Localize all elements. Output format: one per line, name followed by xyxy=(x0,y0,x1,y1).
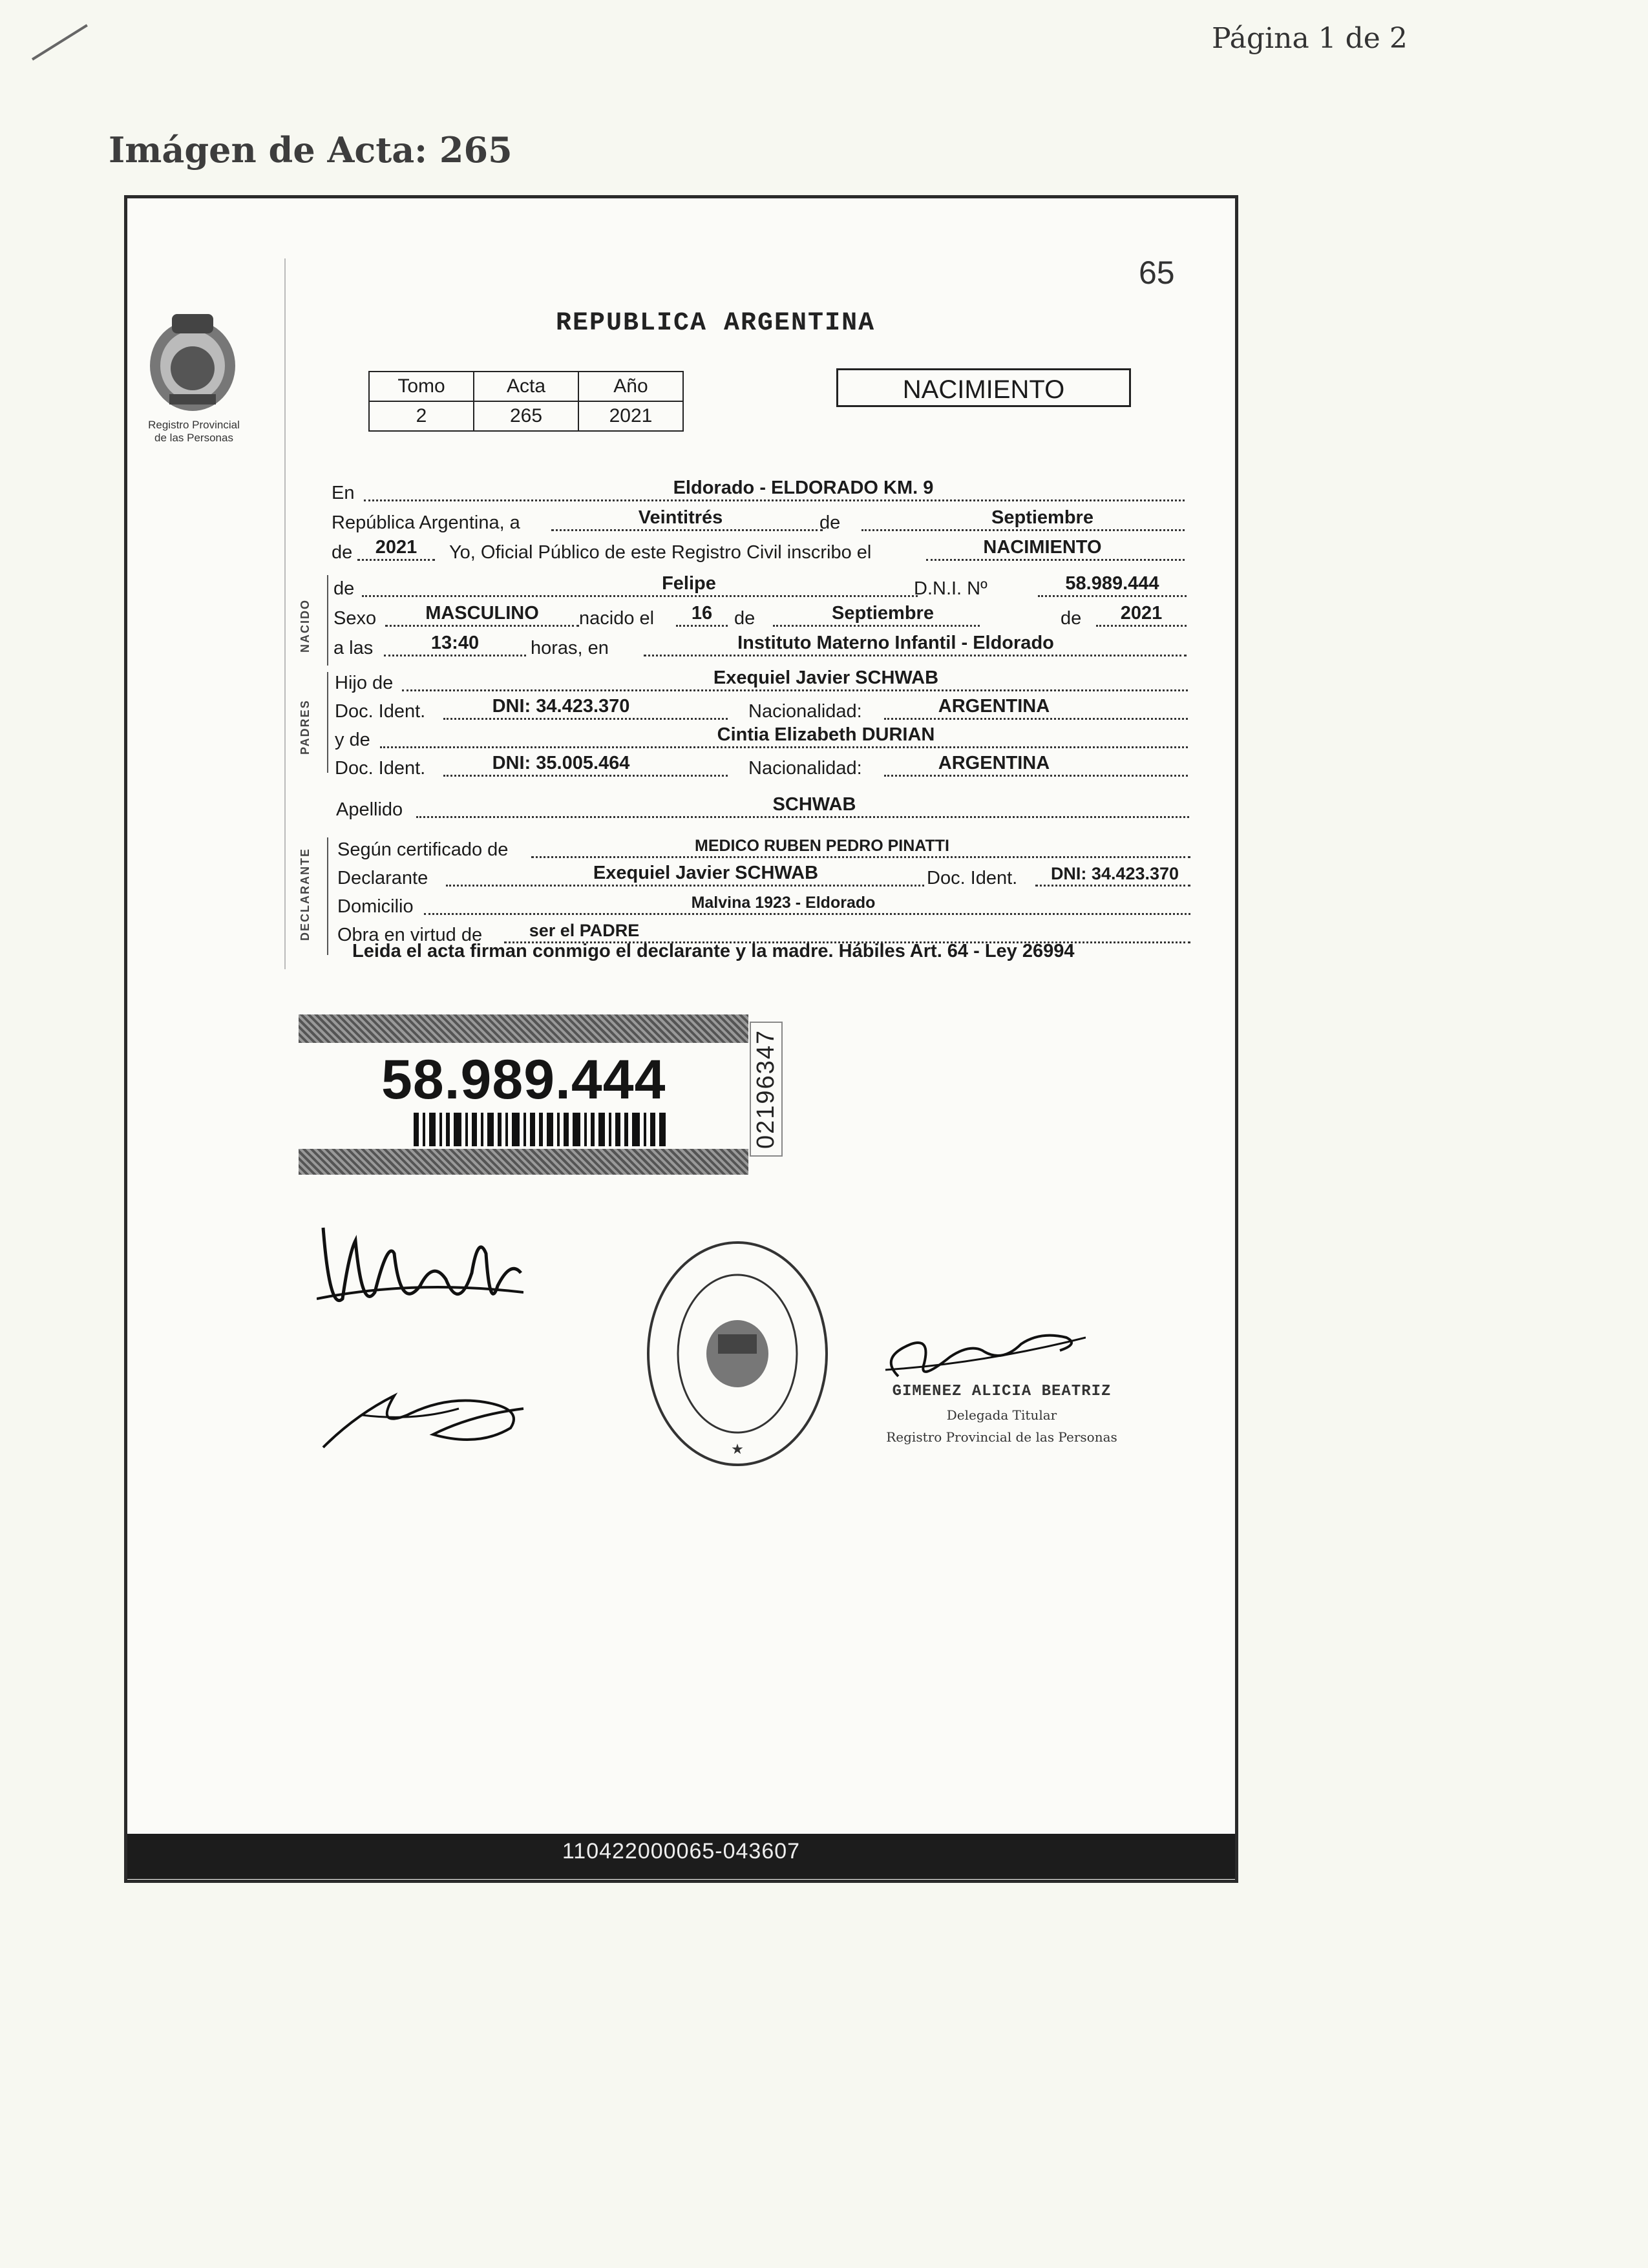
section-nacido-line xyxy=(327,575,328,666)
row-hora-lugar-nacimiento: a las 13:40 horas, en Instituto Materno Infantil - Eldorado xyxy=(333,635,1187,660)
official-name: GIMENEZ ALICIA BEATRIZ xyxy=(892,1383,1112,1400)
row-lugar: En Eldorado - ELDORADO KM. 9 xyxy=(332,479,1185,505)
value-declarante-doc: DNI: 34.423.370 xyxy=(1050,864,1179,883)
row-padre: Hijo de Exequiel Javier SCHWAB xyxy=(335,669,1188,695)
official-signature xyxy=(872,1318,1086,1389)
sticker-band-bottom xyxy=(299,1149,748,1175)
value-madre: Cintia Elizabeth DURIAN xyxy=(717,724,935,745)
section-padres-line xyxy=(327,672,328,773)
row-nombre: de Felipe D.N.I. Nº 58.989.444 xyxy=(333,575,1187,601)
value-mes-inscripcion: Septiembre xyxy=(991,507,1093,528)
value-padre: Exequiel Javier SCHWAB xyxy=(713,667,939,688)
value-certificado: MEDICO RUBEN PEDRO PINATTI xyxy=(695,837,949,855)
mother-signature xyxy=(317,1376,530,1460)
value-madre-doc: DNI: 35.005.464 xyxy=(492,753,630,773)
value-tipo-inscripcion: NACIMIENTO xyxy=(983,537,1102,558)
registry-label: Registro Provincial de las Personas xyxy=(148,419,240,444)
record-type-box: NACIMIENTO xyxy=(836,368,1131,407)
footer-code: 110422000065-043607 xyxy=(562,1839,801,1864)
table-header-tomo: Tomo xyxy=(369,372,474,401)
section-declarante-label: DECLARANTE xyxy=(299,848,312,941)
section-declarante-line xyxy=(327,837,328,955)
official-role: Delegada Titular xyxy=(946,1407,1057,1423)
certificate-number: 65 xyxy=(1139,255,1175,291)
dni-sticker-number: 58.989.444 xyxy=(381,1049,666,1111)
value-declarante: Exequiel Javier SCHWAB xyxy=(593,863,819,883)
value-padre-nacionalidad: ARGENTINA xyxy=(938,696,1050,717)
row-certificado: Según certificado de MEDICO RUBEN PEDRO PINATTI xyxy=(337,836,1190,862)
value-apellido: SCHWAB xyxy=(772,794,856,815)
document-title: Imágen de Acta: 265 xyxy=(109,129,512,171)
pen-mark xyxy=(32,24,88,60)
row-domicilio: Domicilio Malvina 1923 - Eldorado xyxy=(337,893,1190,919)
value-anio-nac: 2021 xyxy=(1120,603,1163,624)
table-value-tomo: 2 xyxy=(369,401,474,431)
svg-text:★: ★ xyxy=(731,1441,744,1457)
row-padre-documento: Doc. Ident. DNI: 34.423.370 Nacionalidad: ARGENTINA xyxy=(335,698,1188,724)
page-indicator: Página 1 de 2 xyxy=(1212,22,1408,55)
table-value-anio: 2021 xyxy=(578,401,683,431)
row-apellido: Apellido SCHWAB xyxy=(336,796,1189,822)
row-declarante: Declarante Exequiel Javier SCHWAB Doc. Ident. DNI: 34.423.370 xyxy=(337,865,1190,890)
table-header-acta: Acta xyxy=(474,372,578,401)
value-padre-doc: DNI: 34.423.370 xyxy=(492,696,630,717)
official-registry: Registro Provincial de las Personas xyxy=(886,1429,1117,1445)
value-obra: ser el PADRE xyxy=(529,921,640,940)
value-anio-inscripcion: 2021 xyxy=(375,537,417,558)
value-hora: 13:40 xyxy=(430,633,480,653)
row-fecha-inscripcion: República Argentina, a Veintitrés de Septiembre xyxy=(332,509,1185,535)
row-madre: y de Cintia Elizabeth DURIAN xyxy=(335,726,1188,752)
province-coat-of-arms-icon xyxy=(143,304,242,415)
value-dia-inscripcion: Veintitrés xyxy=(638,507,723,528)
sticker-band-top xyxy=(299,1014,748,1043)
value-dni: 58.989.444 xyxy=(1065,573,1159,594)
country-title: REPUBLICA ARGENTINA xyxy=(556,309,876,338)
closing-text: Leida el acta firman conmigo el declarante y la madre. Hábiles Art. 64 - Ley 26994 xyxy=(352,941,1075,961)
value-lugar-nacimiento: Instituto Materno Infantil - Eldorado xyxy=(737,633,1054,653)
row-sexo-nacimiento: Sexo MASCULINO nacido el 16 de Septiembre de 2021 xyxy=(333,605,1187,631)
section-padres-label: PADRES xyxy=(299,699,312,755)
value-mes-nac: Septiembre xyxy=(832,603,934,624)
value-nombre: Felipe xyxy=(662,573,716,594)
value-domicilio: Malvina 1923 - Eldorado xyxy=(691,894,876,912)
declarant-signature xyxy=(317,1215,523,1318)
volume-record-year-table xyxy=(368,371,684,432)
sticker-serial: 02196347 xyxy=(750,1022,783,1157)
value-dia-nac: 16 xyxy=(691,603,713,624)
row-madre-documento: Doc. Ident. DNI: 35.005.464 Nacionalidad: ARGENTINA xyxy=(335,755,1188,781)
margin-line xyxy=(284,258,286,969)
value-madre-nacionalidad: ARGENTINA xyxy=(938,753,1050,773)
table-header-anio: Año xyxy=(578,372,683,401)
value-sexo: MASCULINO xyxy=(425,603,539,624)
row-anio-inscripcion: de 2021 Yo, Oficial Público de este Registro Civil inscribo el NACIMIENTO xyxy=(332,539,1185,565)
barcode-icon xyxy=(414,1113,666,1146)
value-lugar: Eldorado - ELDORADO KM. 9 xyxy=(673,478,934,498)
registry-seal-icon xyxy=(644,1237,831,1470)
row-obra: Obra en virtud de ser el PADRE xyxy=(337,921,1190,947)
section-nacido-label: NACIDO xyxy=(299,599,312,653)
table-value-acta: 265 xyxy=(474,401,578,431)
